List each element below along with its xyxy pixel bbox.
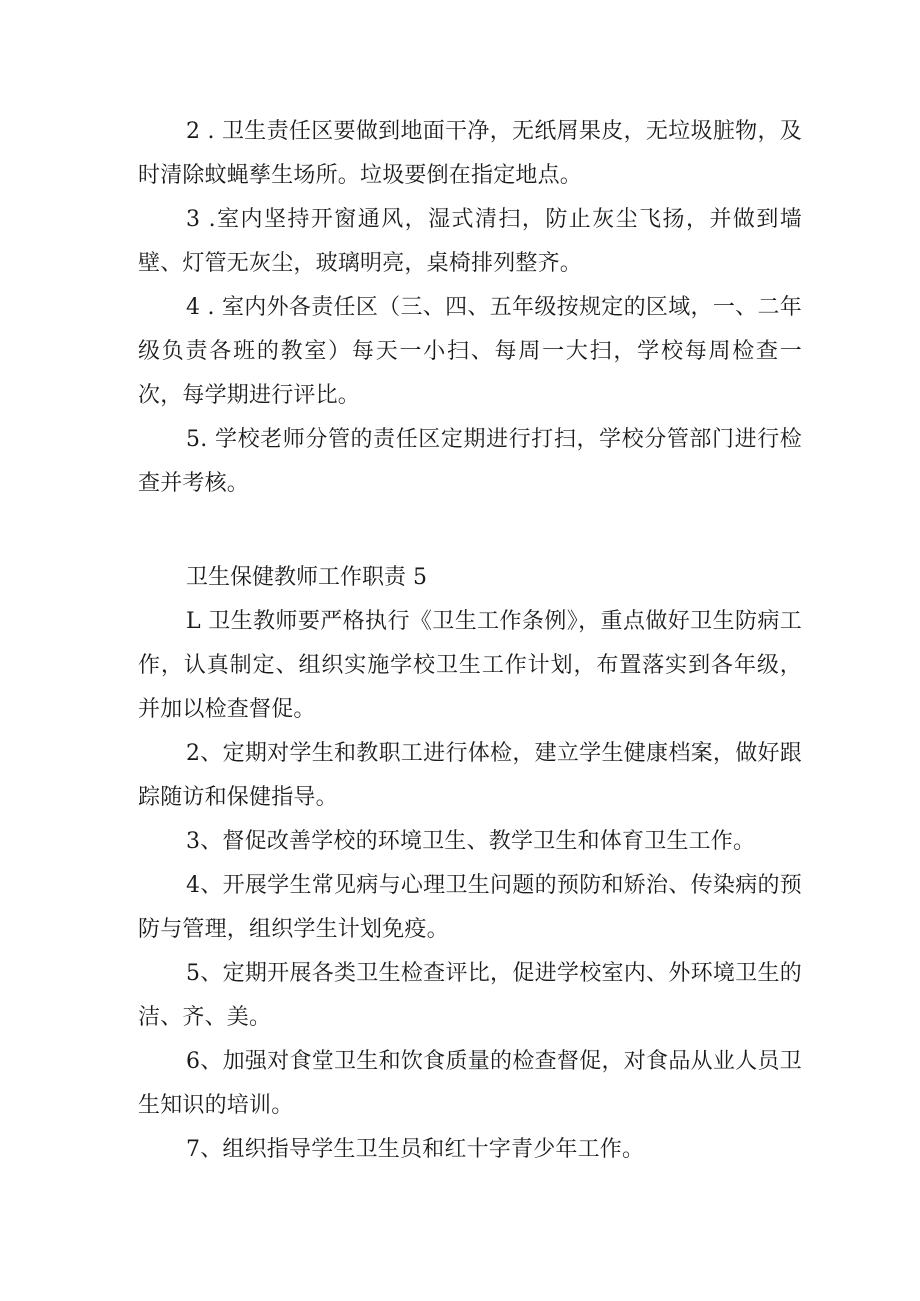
- duty-item-4: 4、开展学生常见病与心理卫生问题的预防和矫治、传染病的预防与管理，组织学生计划免疫。: [138, 873, 802, 942]
- duty-item-2: 2、定期对学生和教职工进行体检，建立学生健康档案，做好跟踪随访和保健指导。: [138, 741, 802, 810]
- duty-item-7: 7、组织指导学生卫生员和红十字青少年工作。: [186, 1137, 645, 1162]
- duty-item-1: L 卫生教师要严格执行《卫生工作条例》，重点做好卫生防病工作，认真制定、组织实施学校卫生工作计划，布置落实到各年级，并加以检查督促。: [138, 609, 802, 722]
- paragraph-item-5: 5. 学校老师分管的责任区定期进行打扫，学校分管部门进行检查并考核。: [138, 427, 802, 496]
- duty-item-3: 3、督促改善学校的环境卫生、教学卫生和体育卫生工作。: [186, 829, 756, 854]
- paragraph-item-4: 4 . 室内外各责任区（三、四、五年级按规定的区域，一、二年级负责各班的教室）每天一小扫、每周一大扫，学校每周检查一次，每学期进行评比。: [138, 295, 802, 408]
- duty-item-6: 6、加强对食堂卫生和饮食质量的检查督促，对食品从业人员卫生知识的培训。: [138, 1049, 802, 1118]
- duty-item-5: 5、定期开展各类卫生检查评比，促进学校室内、外环境卫生的洁、齐、美。: [138, 961, 802, 1030]
- paragraph-item-3: 3 .室内坚持开窗通风，湿式清扫，防止灰尘飞扬，并做到墙壁、灯管无灰尘，玻璃明亮，桌椅排列整齐。: [138, 207, 802, 276]
- document-page: [138, 110, 802, 1172]
- paragraph-item-2: 2 . 卫生责任区要做到地面干净，无纸屑果皮，无垃圾脏物，及时清除蚊蝇孳生场所。垃圾要倒在指定地点。: [138, 119, 802, 188]
- section-heading: 卫生保健教师工作职责 5: [186, 565, 427, 590]
